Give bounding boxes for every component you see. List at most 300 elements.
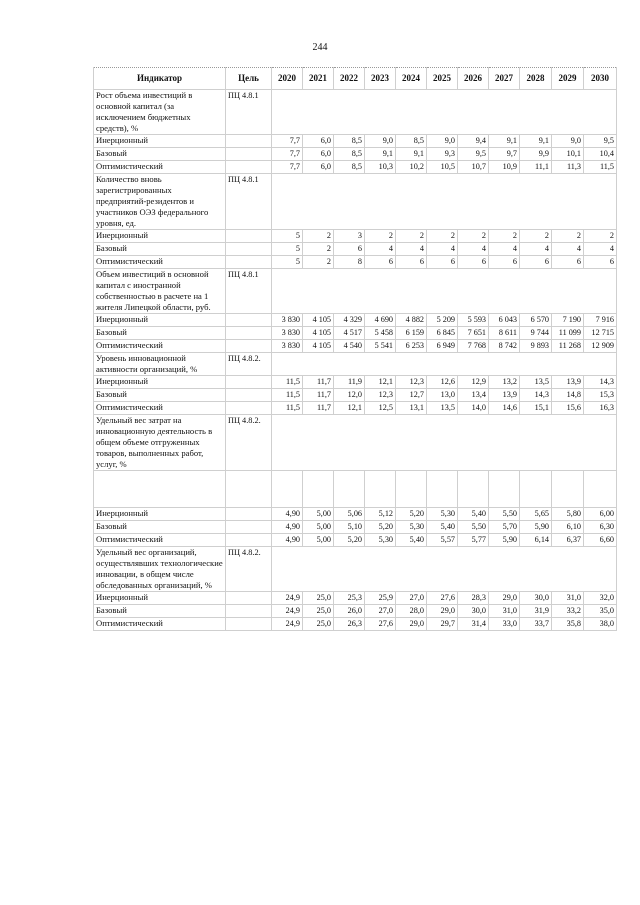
- empty-cell: [489, 471, 520, 508]
- value-cell: 27,6: [427, 592, 458, 605]
- value-cell: 28,3: [458, 592, 489, 605]
- indicator-goal: ПЦ 4.8.1: [226, 90, 272, 135]
- value-cell: 11,9: [334, 376, 365, 389]
- value-cell: 8 742: [489, 340, 520, 353]
- value-cell: 12,3: [396, 376, 427, 389]
- value-cell: 4 105: [303, 314, 334, 327]
- value-cell: 3: [334, 230, 365, 243]
- value-cell: 5,40: [396, 534, 427, 547]
- value-cell: 2: [396, 230, 427, 243]
- header-year: 2020: [272, 68, 303, 90]
- header-year: 2021: [303, 68, 334, 90]
- value-cell: 5,30: [365, 534, 396, 547]
- value-cell: 2: [489, 230, 520, 243]
- empty-cell: [94, 471, 226, 508]
- scenario-name: Инерционный: [94, 135, 226, 148]
- value-cell: 31,0: [552, 592, 584, 605]
- value-cell: 29,0: [489, 592, 520, 605]
- value-cell: 4 540: [334, 340, 365, 353]
- value-cell: 5,20: [334, 534, 365, 547]
- value-cell: 29,0: [396, 618, 427, 631]
- scenario-row: [94, 618, 617, 631]
- empty-cell: [365, 471, 396, 508]
- indicators-table: [93, 67, 617, 631]
- value-cell: 6,14: [520, 534, 552, 547]
- value-cell: 6,30: [584, 521, 617, 534]
- empty-cell: [396, 471, 427, 508]
- header-year: 2026: [458, 68, 489, 90]
- indicators-body: [94, 90, 617, 631]
- value-cell: 24,9: [272, 618, 303, 631]
- value-cell: 10,2: [396, 161, 427, 174]
- value-cell: 6 043: [489, 314, 520, 327]
- value-cell: 25,0: [303, 605, 334, 618]
- value-cell: 2: [303, 243, 334, 256]
- value-cell: 2: [584, 230, 617, 243]
- value-cell: 5 209: [427, 314, 458, 327]
- indicator-name: Объем инвестиций в основной капитал с иностранной собственностью в расчете на 1 жителя Липецкой области, руб.: [94, 269, 226, 314]
- value-cell: 35,0: [584, 605, 617, 618]
- indicator-row: [94, 269, 617, 314]
- empty-cell: [226, 135, 272, 148]
- value-cell: 7 651: [458, 327, 489, 340]
- empty-cell: [226, 256, 272, 269]
- value-cell: 2: [427, 230, 458, 243]
- header-year: 2022: [334, 68, 365, 90]
- value-cell: 2: [552, 230, 584, 243]
- empty-cell: [520, 471, 552, 508]
- value-cell: 4: [489, 243, 520, 256]
- value-cell: 5,00: [303, 521, 334, 534]
- scenario-name: Базовый: [94, 148, 226, 161]
- empty-cell: [226, 592, 272, 605]
- empty-cell: [272, 415, 617, 471]
- value-cell: 31,9: [520, 605, 552, 618]
- value-cell: 6 845: [427, 327, 458, 340]
- empty-cell: [226, 243, 272, 256]
- header-indicator: Индикатор: [94, 68, 226, 90]
- value-cell: 11,5: [272, 402, 303, 415]
- header-year: 2027: [489, 68, 520, 90]
- indicator-goal: ПЦ 4.8.2.: [226, 353, 272, 376]
- indicator-row: [94, 415, 617, 471]
- value-cell: 2: [458, 230, 489, 243]
- scenario-name: Базовый: [94, 243, 226, 256]
- value-cell: 6,37: [552, 534, 584, 547]
- value-cell: 5 541: [365, 340, 396, 353]
- value-cell: 33,2: [552, 605, 584, 618]
- value-cell: 11,7: [303, 402, 334, 415]
- value-cell: 5 593: [458, 314, 489, 327]
- value-cell: 9,3: [427, 148, 458, 161]
- indicator-row: [94, 90, 617, 135]
- value-cell: 8 611: [489, 327, 520, 340]
- value-cell: 4 329: [334, 314, 365, 327]
- value-cell: 9,9: [520, 148, 552, 161]
- empty-cell: [226, 230, 272, 243]
- indicator-goal: ПЦ 4.8.2.: [226, 547, 272, 592]
- value-cell: 5,06: [334, 508, 365, 521]
- value-cell: 14,3: [584, 376, 617, 389]
- value-cell: 31,0: [489, 605, 520, 618]
- value-cell: 6: [552, 256, 584, 269]
- empty-cell: [427, 471, 458, 508]
- scenario-name: Инерционный: [94, 230, 226, 243]
- value-cell: 25,9: [365, 592, 396, 605]
- scenario-row: [94, 605, 617, 618]
- value-cell: 5,70: [489, 521, 520, 534]
- value-cell: 4: [520, 243, 552, 256]
- empty-cell: [226, 327, 272, 340]
- value-cell: 11,1: [520, 161, 552, 174]
- value-cell: 5,80: [552, 508, 584, 521]
- scenario-row: [94, 148, 617, 161]
- value-cell: 4,90: [272, 521, 303, 534]
- value-cell: 8,5: [396, 135, 427, 148]
- value-cell: 12,1: [365, 376, 396, 389]
- value-cell: 9 893: [520, 340, 552, 353]
- scenario-name: Базовый: [94, 389, 226, 402]
- scenario-row: [94, 376, 617, 389]
- value-cell: 6 570: [520, 314, 552, 327]
- empty-cell: [272, 547, 617, 592]
- value-cell: 13,0: [427, 389, 458, 402]
- value-cell: 5,90: [520, 521, 552, 534]
- value-cell: 2: [303, 230, 334, 243]
- value-cell: 13,2: [489, 376, 520, 389]
- scenario-row: [94, 327, 617, 340]
- scenario-name: Базовый: [94, 521, 226, 534]
- value-cell: 25,0: [303, 618, 334, 631]
- value-cell: 4 105: [303, 327, 334, 340]
- indicator-name: Удельный вес организаций, осуществлявших технологические инновации, в общем числе обследованных организаций, %: [94, 547, 226, 592]
- scenario-row: [94, 508, 617, 521]
- value-cell: 2: [520, 230, 552, 243]
- value-cell: 3 830: [272, 327, 303, 340]
- scenario-row: [94, 230, 617, 243]
- scenario-row: [94, 135, 617, 148]
- value-cell: 9,1: [396, 148, 427, 161]
- value-cell: 8,5: [334, 148, 365, 161]
- value-cell: 11 268: [552, 340, 584, 353]
- value-cell: 5,10: [334, 521, 365, 534]
- value-cell: 4,90: [272, 534, 303, 547]
- scenario-name: Инерционный: [94, 592, 226, 605]
- value-cell: 9,0: [552, 135, 584, 148]
- header-row: [94, 68, 617, 90]
- value-cell: 13,5: [520, 376, 552, 389]
- value-cell: 5,20: [396, 508, 427, 521]
- empty-cell: [226, 534, 272, 547]
- value-cell: 5,40: [427, 521, 458, 534]
- value-cell: 6: [334, 243, 365, 256]
- value-cell: 9,4: [458, 135, 489, 148]
- value-cell: 2: [365, 230, 396, 243]
- empty-cell: [303, 471, 334, 508]
- value-cell: 4 882: [396, 314, 427, 327]
- value-cell: 4: [584, 243, 617, 256]
- value-cell: 5: [272, 256, 303, 269]
- value-cell: 7 190: [552, 314, 584, 327]
- value-cell: 6,60: [584, 534, 617, 547]
- value-cell: 4: [365, 243, 396, 256]
- scenario-row: [94, 161, 617, 174]
- scenario-row: [94, 592, 617, 605]
- empty-cell: [226, 508, 272, 521]
- header-year: 2024: [396, 68, 427, 90]
- value-cell: 35,8: [552, 618, 584, 631]
- empty-cell: [226, 605, 272, 618]
- value-cell: 13,4: [458, 389, 489, 402]
- value-cell: 9,1: [365, 148, 396, 161]
- empty-cell: [458, 471, 489, 508]
- value-cell: 14,6: [489, 402, 520, 415]
- value-cell: 9,1: [520, 135, 552, 148]
- empty-cell: [226, 148, 272, 161]
- value-cell: 5: [272, 230, 303, 243]
- value-cell: 8: [334, 256, 365, 269]
- value-cell: 6: [396, 256, 427, 269]
- value-cell: 31,4: [458, 618, 489, 631]
- value-cell: 16,3: [584, 402, 617, 415]
- value-cell: 12,3: [365, 389, 396, 402]
- value-cell: 29,0: [427, 605, 458, 618]
- value-cell: 5,57: [427, 534, 458, 547]
- indicator-goal: ПЦ 4.8.1: [226, 269, 272, 314]
- value-cell: 6,0: [303, 135, 334, 148]
- scenario-name: Оптимистический: [94, 402, 226, 415]
- value-cell: 5,65: [520, 508, 552, 521]
- header-year: 2030: [584, 68, 617, 90]
- value-cell: 24,9: [272, 592, 303, 605]
- value-cell: 9,7: [489, 148, 520, 161]
- empty-cell: [334, 471, 365, 508]
- value-cell: 33,0: [489, 618, 520, 631]
- empty-cell: [272, 471, 303, 508]
- empty-cell: [272, 353, 617, 376]
- empty-cell: [272, 174, 617, 230]
- scenario-row: [94, 314, 617, 327]
- indicator-name: Рост объема инвестиций в основной капитал (за исключением бюджетных средств), %: [94, 90, 226, 135]
- value-cell: 5 458: [365, 327, 396, 340]
- scenario-name: Оптимистический: [94, 534, 226, 547]
- value-cell: 7,7: [272, 148, 303, 161]
- value-cell: 6 253: [396, 340, 427, 353]
- value-cell: 11,5: [584, 161, 617, 174]
- value-cell: 6: [489, 256, 520, 269]
- header-year: 2023: [365, 68, 396, 90]
- value-cell: 24,9: [272, 605, 303, 618]
- indicator-name: Количество вновь зарегистрированных предприятий-резидентов и участников ОЭЗ федерального уровня, ед.: [94, 174, 226, 230]
- scenario-row: [94, 521, 617, 534]
- value-cell: 12,5: [365, 402, 396, 415]
- empty-cell: [272, 90, 617, 135]
- value-cell: 13,5: [427, 402, 458, 415]
- value-cell: 7 916: [584, 314, 617, 327]
- value-cell: 11,7: [303, 389, 334, 402]
- spacer-row: [94, 471, 617, 508]
- indicator-row: [94, 353, 617, 376]
- empty-cell: [226, 376, 272, 389]
- scenario-name: Оптимистический: [94, 161, 226, 174]
- empty-cell: [226, 340, 272, 353]
- value-cell: 30,0: [458, 605, 489, 618]
- value-cell: 6: [584, 256, 617, 269]
- empty-cell: [226, 402, 272, 415]
- value-cell: 12,9: [458, 376, 489, 389]
- value-cell: 11,5: [272, 389, 303, 402]
- value-cell: 15,6: [552, 402, 584, 415]
- value-cell: 12 715: [584, 327, 617, 340]
- value-cell: 7 768: [458, 340, 489, 353]
- scenario-row: [94, 243, 617, 256]
- value-cell: 6: [427, 256, 458, 269]
- empty-cell: [226, 314, 272, 327]
- value-cell: 3 830: [272, 314, 303, 327]
- value-cell: 8,5: [334, 161, 365, 174]
- value-cell: 4 105: [303, 340, 334, 353]
- empty-cell: [552, 471, 584, 508]
- value-cell: 26,3: [334, 618, 365, 631]
- value-cell: 30,0: [520, 592, 552, 605]
- value-cell: 12,6: [427, 376, 458, 389]
- scenario-name: Инерционный: [94, 314, 226, 327]
- indicator-name: Удельный вес затрат на инновационную деятельность в общем объеме отгруженных товаров, выполненных работ, услуг, %: [94, 415, 226, 471]
- value-cell: 38,0: [584, 618, 617, 631]
- value-cell: 27,0: [365, 605, 396, 618]
- indicator-row: [94, 174, 617, 230]
- value-cell: 6: [365, 256, 396, 269]
- value-cell: 5,12: [365, 508, 396, 521]
- value-cell: 6: [520, 256, 552, 269]
- scenario-name: Инерционный: [94, 376, 226, 389]
- value-cell: 28,0: [396, 605, 427, 618]
- value-cell: 11,3: [552, 161, 584, 174]
- value-cell: 25,3: [334, 592, 365, 605]
- value-cell: 10,9: [489, 161, 520, 174]
- value-cell: 5,77: [458, 534, 489, 547]
- scenario-row: [94, 340, 617, 353]
- value-cell: 10,4: [584, 148, 617, 161]
- value-cell: 5,00: [303, 534, 334, 547]
- empty-cell: [226, 389, 272, 402]
- indicator-goal: ПЦ 4.8.1: [226, 174, 272, 230]
- scenario-row: [94, 256, 617, 269]
- empty-cell: [226, 521, 272, 534]
- header-year: 2028: [520, 68, 552, 90]
- value-cell: 27,6: [365, 618, 396, 631]
- value-cell: 5,90: [489, 534, 520, 547]
- value-cell: 9,1: [489, 135, 520, 148]
- value-cell: 5,20: [365, 521, 396, 534]
- value-cell: 5,30: [427, 508, 458, 521]
- value-cell: 11,7: [303, 376, 334, 389]
- value-cell: 10,1: [552, 148, 584, 161]
- scenario-row: [94, 402, 617, 415]
- value-cell: 12,0: [334, 389, 365, 402]
- scenario-name: Оптимистический: [94, 618, 226, 631]
- value-cell: 5,50: [458, 521, 489, 534]
- empty-cell: [272, 269, 617, 314]
- value-cell: 9,0: [365, 135, 396, 148]
- value-cell: 6 159: [396, 327, 427, 340]
- value-cell: 5,00: [303, 508, 334, 521]
- indicator-row: [94, 547, 617, 592]
- value-cell: 14,3: [520, 389, 552, 402]
- value-cell: 9,0: [427, 135, 458, 148]
- value-cell: 12,7: [396, 389, 427, 402]
- value-cell: 33,7: [520, 618, 552, 631]
- value-cell: 15,3: [584, 389, 617, 402]
- value-cell: 9,5: [584, 135, 617, 148]
- value-cell: 13,9: [552, 376, 584, 389]
- empty-cell: [226, 161, 272, 174]
- value-cell: 6,0: [303, 161, 334, 174]
- value-cell: 5,40: [458, 508, 489, 521]
- value-cell: 8,5: [334, 135, 365, 148]
- value-cell: 3 830: [272, 340, 303, 353]
- value-cell: 25,0: [303, 592, 334, 605]
- empty-cell: [226, 618, 272, 631]
- value-cell: 32,0: [584, 592, 617, 605]
- value-cell: 4: [552, 243, 584, 256]
- scenario-row: [94, 389, 617, 402]
- value-cell: 7,7: [272, 161, 303, 174]
- value-cell: 7,7: [272, 135, 303, 148]
- value-cell: 6 949: [427, 340, 458, 353]
- value-cell: 5,30: [396, 521, 427, 534]
- value-cell: 6: [458, 256, 489, 269]
- value-cell: 13,9: [489, 389, 520, 402]
- value-cell: 14,8: [552, 389, 584, 402]
- value-cell: 12 909: [584, 340, 617, 353]
- value-cell: 11,5: [272, 376, 303, 389]
- scenario-name: Инерционный: [94, 508, 226, 521]
- value-cell: 12,1: [334, 402, 365, 415]
- value-cell: 11 099: [552, 327, 584, 340]
- value-cell: 4 517: [334, 327, 365, 340]
- scenario-name: Оптимистический: [94, 256, 226, 269]
- value-cell: 4: [458, 243, 489, 256]
- value-cell: 9 744: [520, 327, 552, 340]
- empty-cell: [584, 471, 617, 508]
- scenario-row: [94, 534, 617, 547]
- value-cell: 27,0: [396, 592, 427, 605]
- value-cell: 2: [303, 256, 334, 269]
- value-cell: 10,3: [365, 161, 396, 174]
- value-cell: 4: [427, 243, 458, 256]
- value-cell: 15,1: [520, 402, 552, 415]
- header-year: 2029: [552, 68, 584, 90]
- scenario-name: Оптимистический: [94, 340, 226, 353]
- value-cell: 4,90: [272, 508, 303, 521]
- value-cell: 13,1: [396, 402, 427, 415]
- empty-cell: [226, 471, 272, 508]
- value-cell: 9,5: [458, 148, 489, 161]
- scenario-name: Базовый: [94, 605, 226, 618]
- scenario-name: Базовый: [94, 327, 226, 340]
- value-cell: 6,0: [303, 148, 334, 161]
- value-cell: 26,0: [334, 605, 365, 618]
- header-year: 2025: [427, 68, 458, 90]
- value-cell: 14,0: [458, 402, 489, 415]
- value-cell: 5,50: [489, 508, 520, 521]
- value-cell: 4: [396, 243, 427, 256]
- indicator-goal: ПЦ 4.8.2.: [226, 415, 272, 471]
- value-cell: 10,5: [427, 161, 458, 174]
- header-goal: Цель: [226, 68, 272, 90]
- value-cell: 6,10: [552, 521, 584, 534]
